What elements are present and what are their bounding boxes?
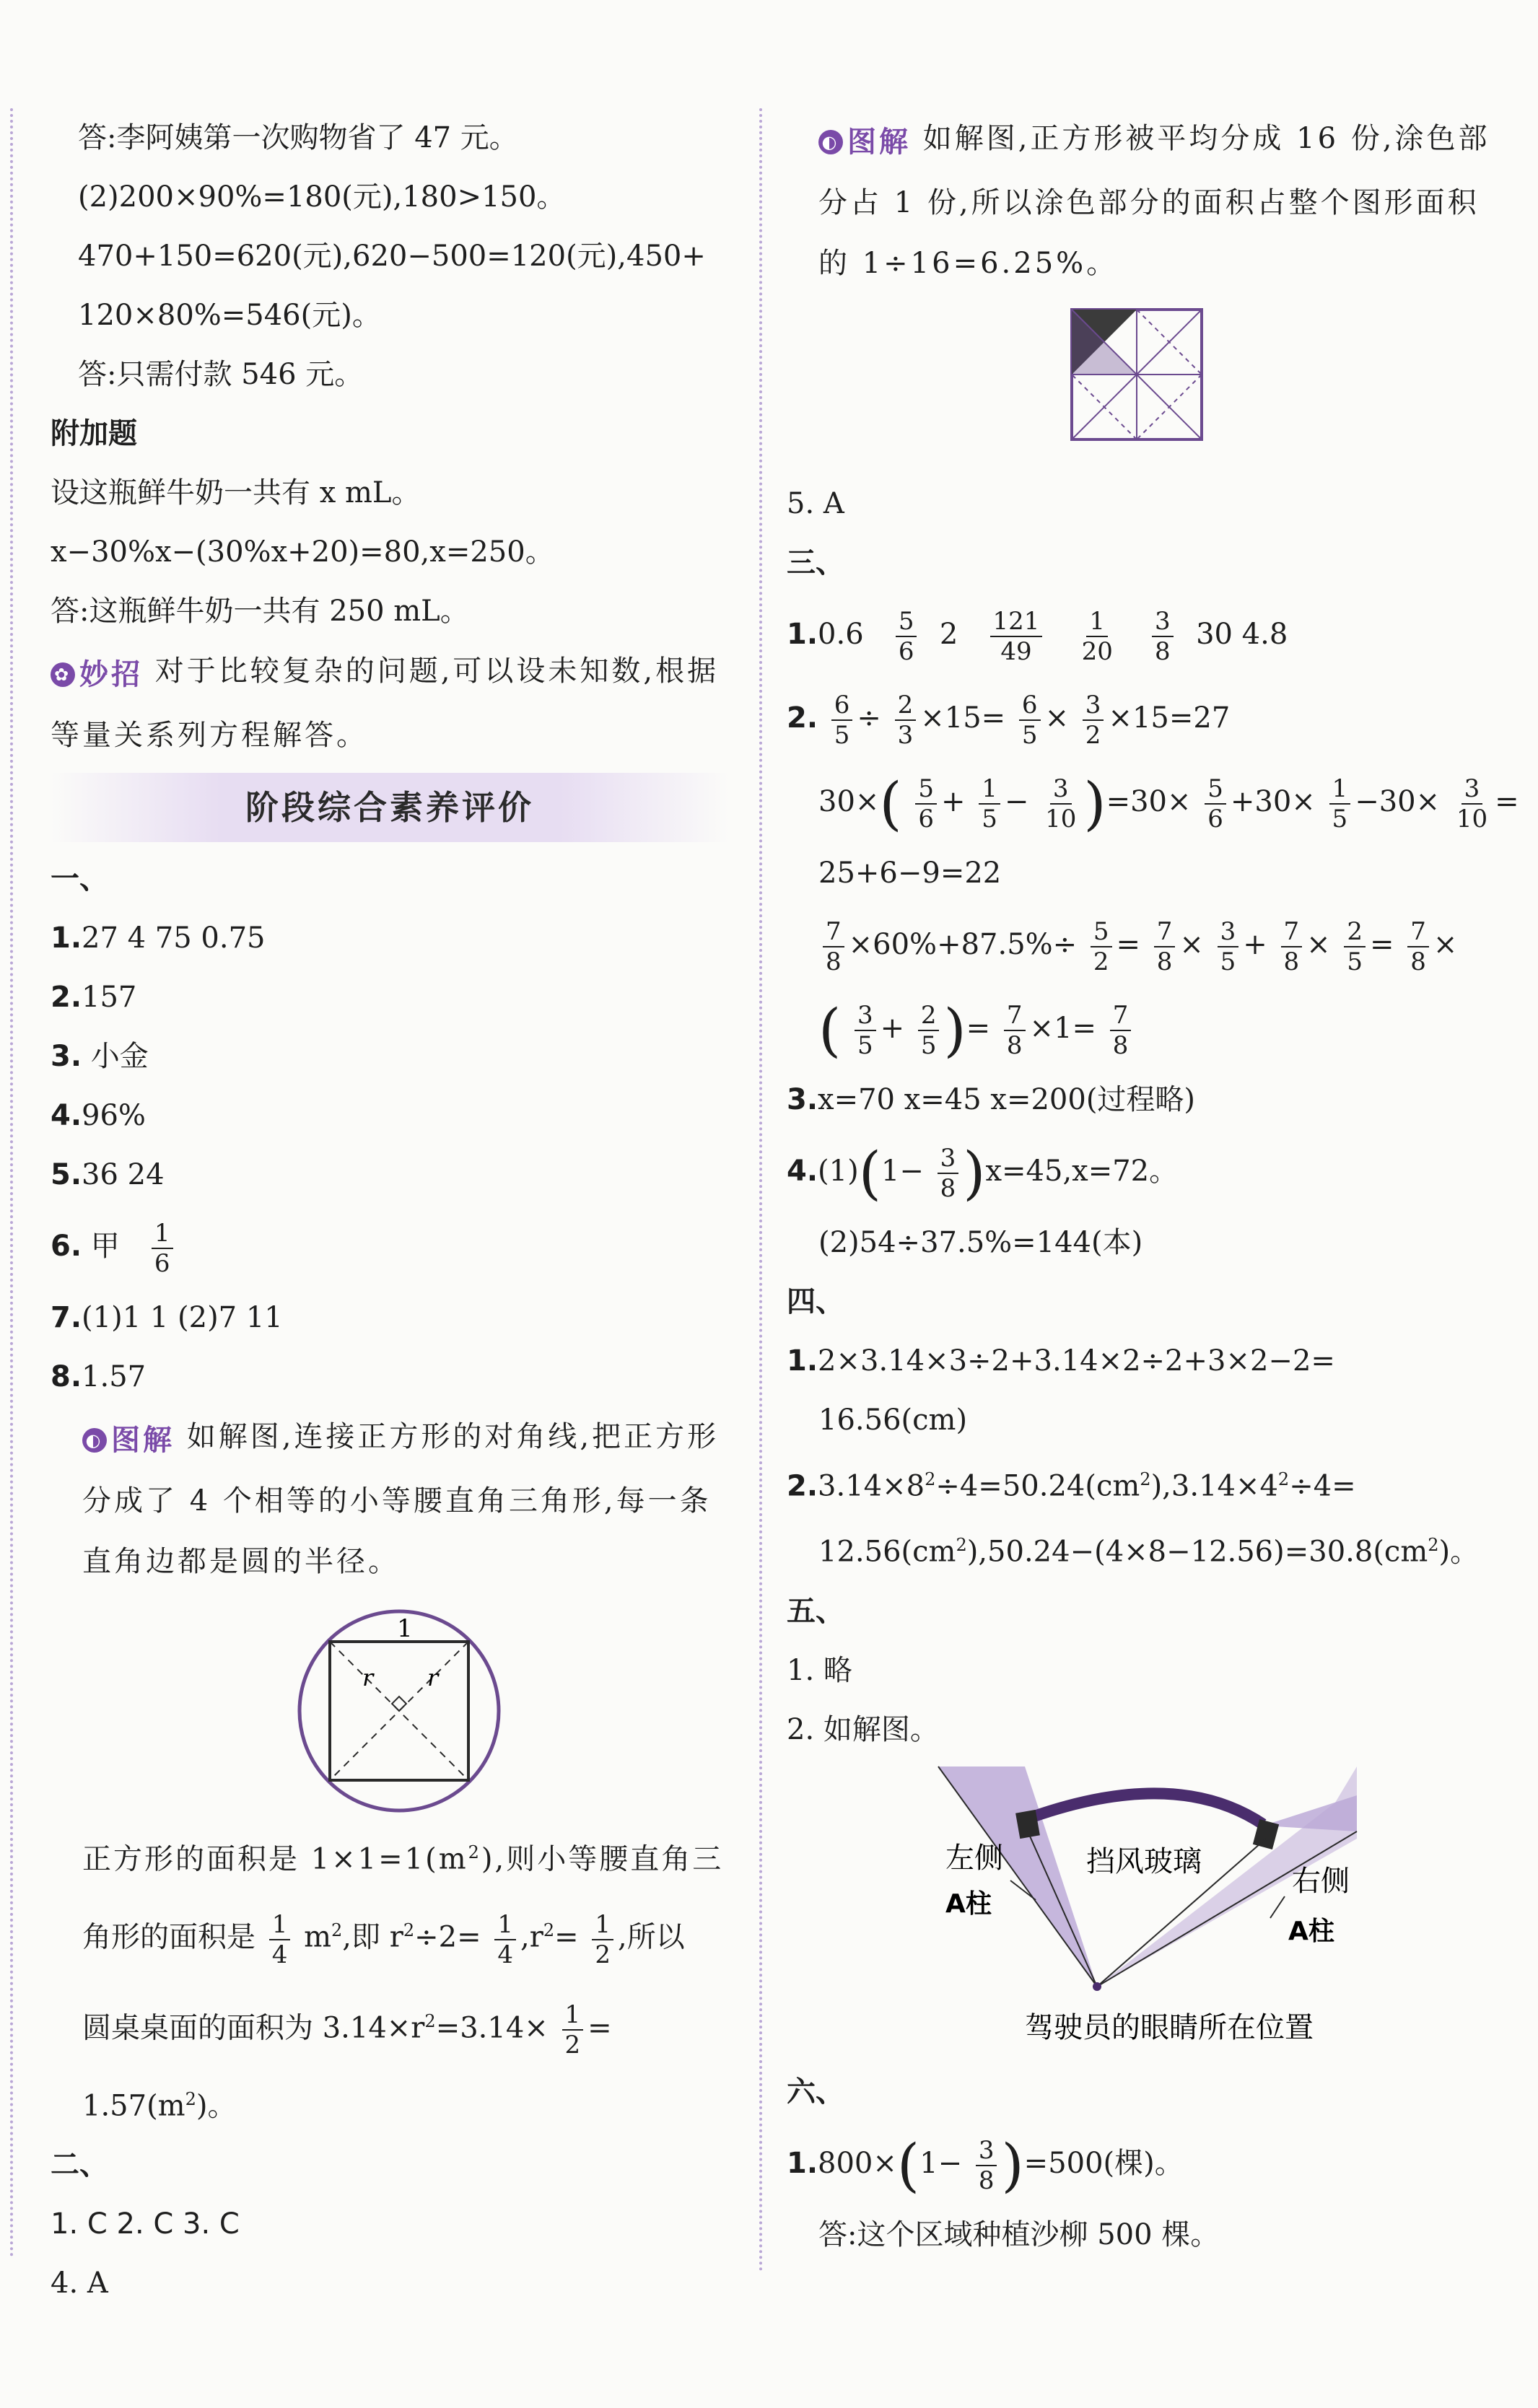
answer-row: 3. 小金 bbox=[51, 1040, 149, 1073]
calc-line: 30×( $\frac{5}{6}$ + $\frac{1}{5}$ − $\frac{3}{10}$ )=30× $\frac{5}{6}$ +30× $\frac{1}{5}$ −30× $\frac{3}{10}$ = bbox=[818, 770, 1519, 837]
calc-line: $\frac{7}{8}$ ×60%+87.5%÷ $\frac{5}{2}$ = $\frac{7}{8}$ × $\frac{3}{5}$ + $\frac{7}{8}$ × $\frac{2}{5}$ = $\frac{7}{8}$ × bbox=[787, 903, 1508, 986]
section-heading: 二、 bbox=[51, 2148, 108, 2182]
answer-row: 5.36 24 bbox=[51, 1158, 165, 1191]
grid-square-svg bbox=[787, 294, 1508, 474]
calc-line: ( $\frac{3}{5}$ + $\frac{2}{5}$ )= $\frac{7}{8}$ ×1= $\frac{7}{8}$ bbox=[787, 986, 1508, 1070]
tip-note bbox=[51, 641, 729, 766]
calc-line: 1.2×3.14×3÷2+3.14×2÷2+3×2−2= bbox=[787, 1344, 1335, 1378]
explanation-text: 如解图,正方形被平均分成 16 份,涂色部分占 1 份,所以涂色部分的面积占整个图形面积的 1÷16=6.25%。 bbox=[818, 122, 1490, 280]
answer-row: 6. 甲 $\frac{1}{6}$ bbox=[51, 1204, 729, 1288]
left-side-label: 左侧 bbox=[945, 1841, 1003, 1875]
section-heading: 三、 bbox=[787, 546, 844, 579]
grid-square-figure bbox=[787, 294, 1508, 474]
column-divider bbox=[759, 108, 762, 2273]
answer-row: 4. A bbox=[51, 2267, 108, 2300]
section-heading: 四、 bbox=[787, 1285, 844, 1318]
calc-line: 2. $\frac{6}{5}$ ÷ $\frac{2}{3}$ ×15= $\frac{6}{5}$ × $\frac{3}{2}$ ×15=27 bbox=[787, 691, 1231, 750]
answer-row: 1. C 2. C 3. C bbox=[51, 2207, 240, 2241]
calc-line: 设这瓶鲜牛奶一共有 x mL。 bbox=[51, 476, 421, 509]
section-banner bbox=[51, 773, 729, 842]
answer-row: 4.(1)(1− $\frac{3}{8}$ )x=45,x=72。 bbox=[787, 1139, 1179, 1207]
figure-caption: 驾驶员的眼睛所在位置 bbox=[1025, 2010, 1314, 2044]
flower-icon: ✿ bbox=[51, 662, 75, 687]
calc-line: $12.56(cm^2),50.24-(4\times 8-12.56)=30.8(cm^2)$。 bbox=[818, 1535, 1480, 1569]
answer-row: 7.(1)1 1 (2)7 11 bbox=[51, 1301, 283, 1334]
answer-row: 8.1.57 bbox=[51, 1360, 147, 1393]
left-margin-rule bbox=[10, 108, 13, 2259]
right-pillar-label: A柱 bbox=[1288, 1916, 1334, 1946]
calc-line: 25+6−9=22 bbox=[818, 857, 1002, 890]
answer-line: 答:这个区域种植沙柳 500 棵。 bbox=[818, 2217, 1220, 2251]
fraction: $\frac{1}{4}$ bbox=[269, 1910, 291, 1969]
fraction: $\frac{1}{2}$ bbox=[592, 1910, 613, 1969]
section-heading: 五、 bbox=[787, 1594, 844, 1628]
answer-row: 1.27 4 75 0.75 bbox=[51, 921, 266, 955]
calc-line: 120×80%=546(元)。 bbox=[78, 299, 381, 332]
explanation-text: 如解图,连接正方形的对角线,把正方形分成了 4 个相等的小等腰直角三角形,每一条直角边都是圆的半径。 bbox=[82, 1420, 720, 1578]
radius-label: r bbox=[427, 1664, 439, 1691]
calc-line: x−30%x−(30%x+20)=80,x=250。 bbox=[51, 535, 554, 569]
windshield-label: 挡风玻璃 bbox=[1086, 1844, 1202, 1878]
tip-text: 对于比较复杂的问题,可以设未知数,根据等量关系列方程解答。 bbox=[51, 654, 720, 752]
calc-line: (2)200×90%=180(元),180>150。 bbox=[78, 180, 566, 214]
calc-line: 正方形的面积是 $1\times 1=1(m^2)$,则小等腰直角三 bbox=[82, 1842, 724, 1876]
circle-square-figure bbox=[51, 1592, 729, 1823]
answer-row: 4.96% bbox=[51, 1099, 146, 1132]
calc-line: 470+150=620(元),620−500=120(元),450+ bbox=[78, 240, 706, 273]
answer-line: 答:李阿姨第一次购物省了 47 元。 bbox=[78, 121, 518, 154]
windshield-svg bbox=[787, 1759, 1508, 2062]
tip-tag: ✿ 妙招 bbox=[51, 644, 143, 705]
answer-row: 5. A bbox=[787, 487, 844, 520]
fraction: $\frac{1}{6}$ bbox=[152, 1219, 173, 1278]
section-heading: 六、 bbox=[787, 2075, 844, 2109]
calc-line: $2.3.14\times 8^2\div 4=50.24(cm^2),3.14\times 4^2\div 4=$ bbox=[787, 1469, 1356, 1503]
calc-line: 1.800×(1− $\frac{3}{8}$ )=500(棵)。 bbox=[787, 2131, 1184, 2199]
right-column bbox=[787, 108, 1519, 2264]
left-column bbox=[51, 108, 729, 2313]
fraction: $\frac{1}{2}$ bbox=[562, 2000, 584, 2059]
fraction: $\frac{1}{4}$ bbox=[494, 1910, 516, 1969]
left-pillar-label: A柱 bbox=[945, 1888, 992, 1919]
answer-row: 1. 略 bbox=[787, 1653, 852, 1687]
windshield-figure bbox=[787, 1759, 1508, 2062]
answer-line: 答:只需付款 546 元。 bbox=[78, 358, 364, 391]
extra-question-heading: 附加题 bbox=[51, 417, 137, 450]
answer-line: 答:这瓶鲜牛奶一共有 250 mL。 bbox=[51, 595, 469, 628]
circle-square-svg bbox=[51, 1592, 729, 1823]
banner-title: 阶段综合素养评价 bbox=[245, 788, 534, 827]
side-label: 1 bbox=[397, 1614, 413, 1643]
diagram-icon: ◐ bbox=[818, 130, 843, 154]
answer-row: 2. 如解图。 bbox=[787, 1712, 939, 1746]
diagram-icon: ◐ bbox=[82, 1428, 107, 1453]
explanation-tag: ◐ 图解 bbox=[82, 1410, 175, 1471]
answer-row: 1.0.6 $\frac{5}{6}$ 2 $\frac{121}{49}$ $\frac{1}{20}$ $\frac{3}{8}$ 30 4.8 bbox=[787, 607, 1288, 666]
calc-line: 圆桌桌面的面积为 $3.14\times r^2=3.14\times$ $\frac{1}{2}$ = bbox=[82, 2000, 612, 2059]
section-heading: 一、 bbox=[51, 862, 108, 896]
calc-line: 角形的面积是 $\frac{1}{4}$ $m^2$,即 $r^2\div 2=$ $\frac{1}{4}$ $,r^2=$ $\frac{1}{2}$ ,所以 bbox=[82, 1909, 685, 1969]
calc-line: $1.57(m^2)$。 bbox=[82, 2088, 237, 2123]
explanation-note bbox=[787, 108, 1508, 294]
calc-line: 16.56(cm) bbox=[818, 1404, 968, 1437]
explanation-tag: ◐ 图解 bbox=[818, 112, 911, 172]
radius-label: r bbox=[362, 1664, 374, 1691]
answer-row: (2)54÷37.5%=144(本) bbox=[818, 1226, 1143, 1259]
right-side-label: 右侧 bbox=[1292, 1864, 1350, 1898]
answer-row: 2.157 bbox=[51, 981, 137, 1014]
explanation-note bbox=[51, 1406, 729, 1592]
answer-row: 3.x=70 x=45 x=200(过程略) bbox=[787, 1083, 1196, 1116]
